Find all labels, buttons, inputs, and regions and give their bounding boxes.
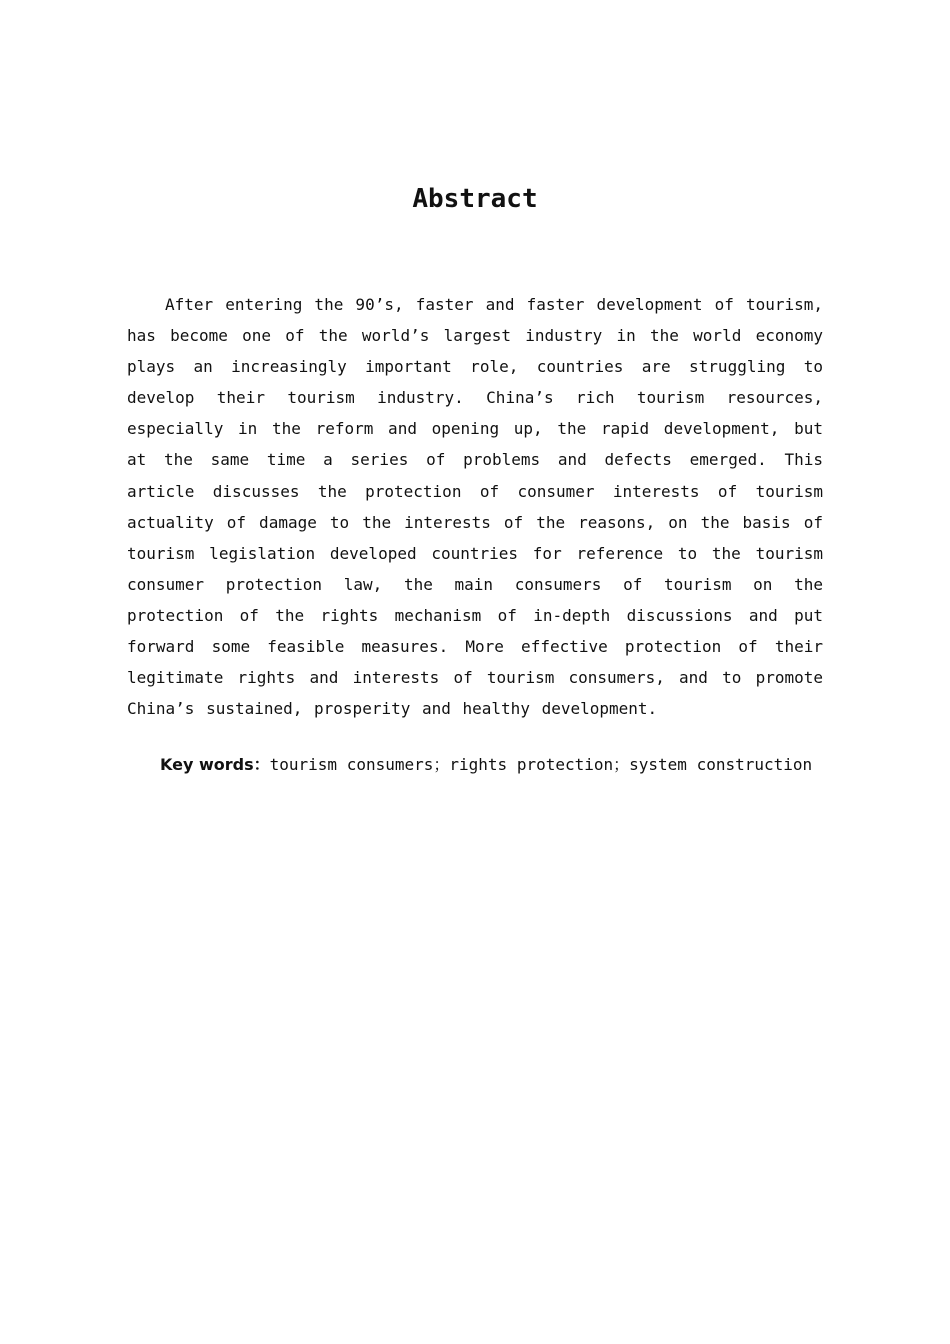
keywords-label: Key words： (160, 755, 270, 774)
keywords-value: tourism consumers；rights protection；system construction (269, 755, 813, 774)
keywords-line (160, 751, 840, 779)
page-title: Abstract (412, 184, 538, 214)
abstract-paragraph: After entering the 90’s, faster and faster development of tourism, has become one of the world’s largest industry in the world economy plays an increasingly important role, countries are struggling to develop their tourism industry. China’s rich tourism resources, especially in the reform and opening up, the rapid development, but at the same time a series of problems and defects emerged. This article discusses the protection of consumer interests of tourism actuality of damage to the interests of the reasons, on the basis of tourism legislation developed countries for reference to the tourism consumer protection law, the main consumers of tourism on the protection of the rights mechanism of in-depth discussions and put forward some feasible measures. More effective protection of their legitimate rights and interests of tourism consumers, and to promote China’s sustained, prosperity and healthy development. (127, 295, 823, 719)
